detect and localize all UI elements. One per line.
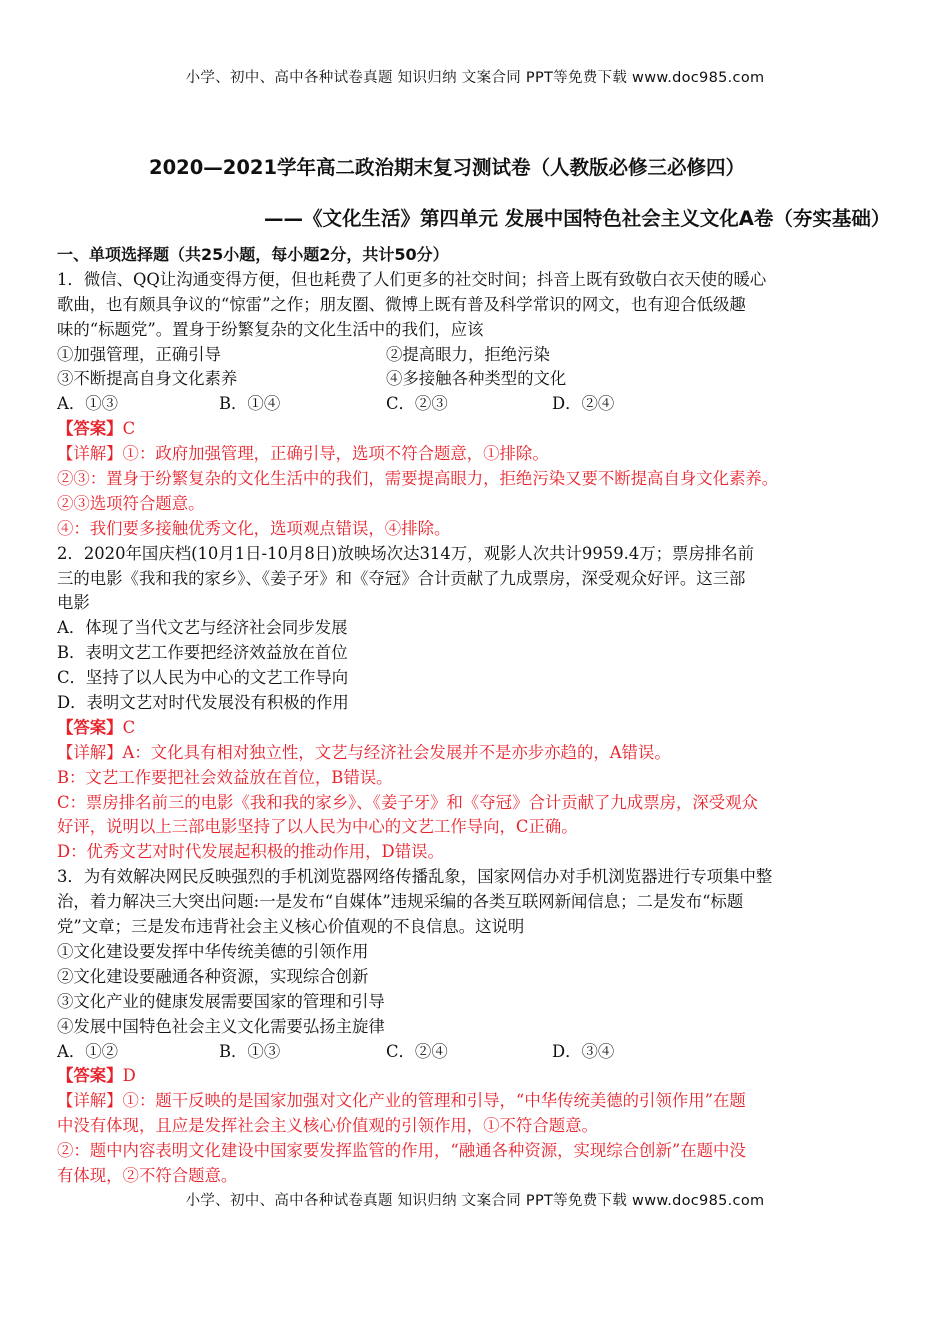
detail-line: 中没有体现，且应是发挥社会主义核心价值观的引领作用，①不符合题意。 bbox=[57, 1116, 598, 1136]
option-b: B．表明文艺工作要把经济效益放在首位 bbox=[57, 643, 348, 663]
option-row bbox=[57, 1040, 897, 1065]
question-stem-line: 2．2020年国庆档(10月1日-10月8日)放映场次达314万，观影人次共计9959.4万；票房排名前 bbox=[57, 543, 755, 563]
question-2 bbox=[57, 542, 897, 866]
option-row bbox=[57, 392, 897, 417]
choice-item: ①加强管理，正确引导 bbox=[57, 344, 221, 364]
footer-banner: 小学、初中、高中各种试卷真题 知识归纳 文案合同 PPT等免费下载 www.doc985.com bbox=[185, 1193, 765, 1209]
detail-line: 有体现，②不符合题意。 bbox=[57, 1165, 238, 1185]
option-b: B．①④ bbox=[219, 394, 281, 414]
detail-line: ④：我们要多接触优秀文化，选项观点错误，④排除。 bbox=[57, 518, 451, 538]
detail-line: 好评，说明以上三部电影坚持了以人民为中心的文艺工作导向，C正确。 bbox=[57, 817, 578, 837]
option-c: C．坚持了以人民为中心的文艺工作导向 bbox=[57, 668, 349, 688]
detail-line: C：票房排名前三的电影《我和我的家乡》、《姜子牙》和《夺冠》合计贡献了九成票房，深受观众 bbox=[57, 792, 758, 812]
detail-line: ②③选项符合题意。 bbox=[57, 493, 205, 513]
option-a: A．①② bbox=[57, 1041, 119, 1061]
answer-line bbox=[57, 417, 897, 442]
exam-title: 2020—2021学年高二政治期末复习测试卷（人教版必修三必修四） bbox=[149, 156, 746, 179]
question-stem-line: 党”文章；三是发布违背社会主义核心价值观的不良信息。这说明 bbox=[57, 917, 525, 937]
detail-line: 【详解】①：政府加强管理，正确引导，选项不符合题意，①排除。 bbox=[57, 444, 549, 464]
choice-item: ④多接触各种类型的文化 bbox=[386, 369, 567, 389]
header-banner: 小学、初中、高中各种试卷真题 知识归纳 文案合同 PPT等免费下载 www.doc985.com bbox=[185, 70, 765, 86]
answer-label: 【答案】 bbox=[57, 717, 123, 737]
detail-line: B：文艺工作要把社会效益放在首位，B错误。 bbox=[57, 767, 393, 787]
question-stem-line: 1．微信、QQ让沟通变得方便，但也耗费了人们更多的社交时间；抖音上既有致敬白衣天使的暖心 bbox=[57, 269, 767, 289]
detail-line: D：优秀文艺对时代发展起积极的推动作用，D错误。 bbox=[57, 842, 444, 862]
answer-line bbox=[57, 716, 897, 741]
option-c: C．②④ bbox=[386, 1041, 448, 1061]
answer-label: 【答案】 bbox=[57, 1066, 123, 1086]
choice-item: ②提高眼力，拒绝污染 bbox=[386, 344, 550, 364]
choice-item: ③文化产业的健康发展需要国家的管理和引导 bbox=[57, 991, 385, 1011]
question-1 bbox=[57, 268, 897, 542]
question-stem-line: 三的电影《我和我的家乡》、《姜子牙》和《夺冠》合计贡献了九成票房，深受观众好评。这三部 bbox=[57, 568, 746, 588]
option-a: A．体现了当代文艺与经济社会同步发展 bbox=[57, 618, 348, 638]
option-c: C．②③ bbox=[386, 394, 448, 414]
exam-subtitle: ——《文化生活》第四单元 发展中国特色社会主义文化A卷（夯实基础） bbox=[264, 207, 891, 230]
detail-line: 【详解】①：题干反映的是国家加强对文化产业的管理和引导，“中华传统美德的引领作用”在题 bbox=[57, 1091, 746, 1111]
option-d: D．②④ bbox=[552, 394, 615, 414]
question-stem-line: 3．为有效解决网民反映强烈的手机浏览器网络传播乱象，国家网信办对手机浏览器进行专项集中整 bbox=[57, 867, 773, 887]
choice-item: ①文化建设要发挥中华传统美德的引领作用 bbox=[57, 941, 369, 961]
answer-value: C bbox=[122, 717, 136, 737]
detail-line: ②③：置身于纷繁复杂的文化生活中的我们，需要提高眼力，拒绝污染又要不断提高自身文化素养。 bbox=[57, 469, 779, 489]
answer-value: C bbox=[122, 419, 136, 439]
question-stem-line: 歌曲，也有颇具争议的“惊雷”之作；朋友圈、微博上既有普及科学常识的网文，也有迎合低级趣 bbox=[57, 294, 746, 314]
detail-line: 【详解】A：文化具有相对独立性，文艺与经济社会发展并不是亦步亦趋的，A错误。 bbox=[57, 742, 671, 762]
option-a: A．①③ bbox=[57, 394, 119, 414]
choice-item: ④发展中国特色社会主义文化需要弘扬主旋律 bbox=[57, 1016, 385, 1036]
question-stem-line: 治，着力解决三大突出问题:一是发布“自媒体”违规采编的各类互联网新闻信息；二是发布“标题 bbox=[57, 892, 744, 912]
section-heading: 一、单项选择题（共25小题，每小题2分，共计50分） bbox=[57, 245, 449, 264]
answer-value: D bbox=[122, 1066, 136, 1086]
choice-row bbox=[57, 343, 897, 368]
detail-line: ②：题中内容表明文化建设中国家要发挥监管的作用，“融通各种资源，实现综合创新”在题中没 bbox=[57, 1141, 746, 1161]
question-3 bbox=[57, 865, 897, 1189]
answer-label: 【答案】 bbox=[57, 419, 123, 439]
choice-row bbox=[57, 367, 897, 392]
option-b: B．①③ bbox=[219, 1041, 281, 1061]
option-d: D．③④ bbox=[552, 1041, 615, 1061]
choice-item: ③不断提高自身文化素养 bbox=[57, 369, 238, 389]
question-stem-line: 电影 bbox=[57, 593, 90, 613]
answer-line bbox=[57, 1064, 897, 1089]
choice-item: ②文化建设要融通各种资源，实现综合创新 bbox=[57, 966, 369, 986]
exam-content bbox=[57, 243, 897, 1189]
option-d: D．表明文艺对时代发展没有积极的作用 bbox=[57, 693, 349, 713]
question-stem-line: 味的“标题党”。置身于纷繁复杂的文化生活中的我们，应该 bbox=[57, 319, 484, 339]
